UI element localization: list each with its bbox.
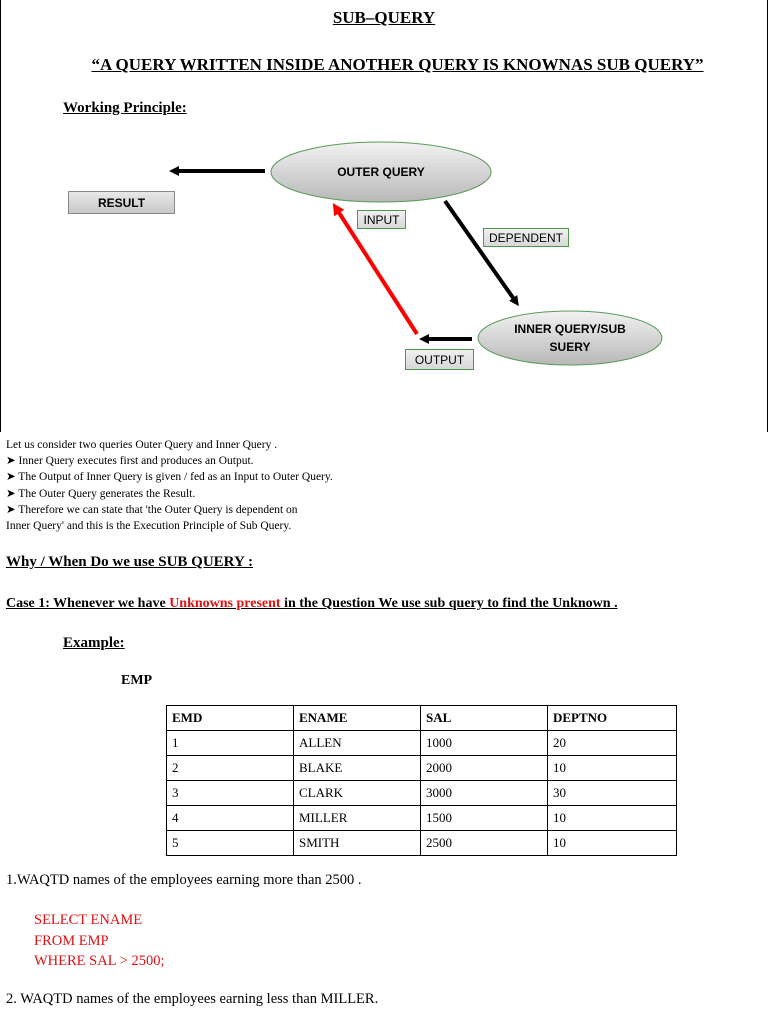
- table-cell: SMITH: [294, 831, 421, 856]
- table-row: [167, 806, 677, 831]
- table-cell: 2000: [421, 756, 548, 781]
- table-header-row: [167, 706, 677, 731]
- table-cell: 10: [548, 756, 677, 781]
- emp-table: [166, 705, 677, 856]
- table-row: [167, 756, 677, 781]
- explanation-line: ➤ The Outer Query generates the Result.: [6, 487, 196, 500]
- table-cell: 4: [167, 806, 294, 831]
- input-label-box: INPUT: [357, 210, 406, 229]
- why-heading: Why / When Do we use SUB QUERY :: [6, 554, 254, 570]
- working-principle-heading: Working Principle:: [63, 100, 187, 116]
- header-cell: ENAME: [294, 706, 421, 731]
- dependent-label-box: DEPENDENT: [483, 228, 569, 247]
- sql-line: WHERE SAL > 2500;: [34, 953, 165, 969]
- table-cell: 3: [167, 781, 294, 806]
- explanation-paragraph: [6, 437, 766, 534]
- table-cell: 30: [548, 781, 677, 806]
- inner-query-label-1: INNER QUERY/SUB: [514, 322, 626, 336]
- outer-query-label: OUTER QUERY: [337, 165, 425, 179]
- case-1-highlight: Unknowns present: [169, 596, 285, 611]
- inner-query-label-2: SUERY: [549, 340, 591, 354]
- table-cell: 1: [167, 731, 294, 756]
- table-row: [167, 781, 677, 806]
- sql-query-1: [34, 910, 164, 972]
- header-cell: SAL: [421, 706, 548, 731]
- dependent-arrow: [445, 201, 516, 302]
- table-cell: MILLER: [294, 806, 421, 831]
- table-cell: 10: [548, 806, 677, 831]
- table-cell: 10: [548, 831, 677, 856]
- table-cell: 1000: [421, 731, 548, 756]
- table-name: EMP: [121, 673, 153, 688]
- case-1-prefix: Case 1: Whenever we have: [6, 596, 170, 611]
- output-label-box: OUTPUT: [405, 349, 474, 370]
- table-row: [167, 831, 677, 856]
- case-1-suffix: in the Question We use sub query to find the Unknown .: [284, 596, 618, 611]
- table-cell: 5: [167, 831, 294, 856]
- explanation-line: Let us consider two queries Outer Query and Inner Query .: [6, 439, 278, 451]
- definition-quote: “A QUERY WRITTEN INSIDE ANOTHER QUERY IS KNOWNAS SUB QUERY”: [91, 55, 704, 74]
- table-cell: 2: [167, 756, 294, 781]
- header-cell: EMD: [167, 706, 294, 731]
- sql-line: FROM EMP: [34, 932, 109, 949]
- table-row: [167, 731, 677, 756]
- inner-query-node: [478, 311, 662, 365]
- table-cell: CLARK: [294, 781, 421, 806]
- header-cell: DEPTNO: [548, 706, 677, 731]
- page-title: SUB–QUERY: [332, 8, 436, 27]
- explanation-line: Inner Query' and this is the Execution Principle of Sub Query.: [6, 520, 292, 533]
- explanation-line: ➤ The Output of Inner Query is given / fed as an Input to Outer Query.: [6, 471, 333, 484]
- explanation-line: ➤ Therefore we can state that 'the Outer Query is dependent on: [6, 503, 298, 516]
- result-box: RESULT: [68, 191, 175, 214]
- case-1-heading: [6, 596, 618, 612]
- explanation-line: ➤ Inner Query executes first and produces an Output.: [6, 455, 254, 468]
- table-cell: 1500: [421, 806, 548, 831]
- table-cell: 20: [548, 731, 677, 756]
- table-cell: 2500: [421, 831, 548, 856]
- question-2: 2. WAQTD names of the employees earning less than MILLER.: [6, 991, 379, 1007]
- table-cell: 3000: [421, 781, 548, 806]
- table-cell: BLAKE: [294, 756, 421, 781]
- example-label: Example:: [63, 635, 125, 651]
- table-cell: ALLEN: [294, 731, 421, 756]
- sql-line: SELECT ENAME: [34, 912, 143, 928]
- question-1: 1.WAQTD names of the employees earning more than 2500 .: [6, 872, 362, 888]
